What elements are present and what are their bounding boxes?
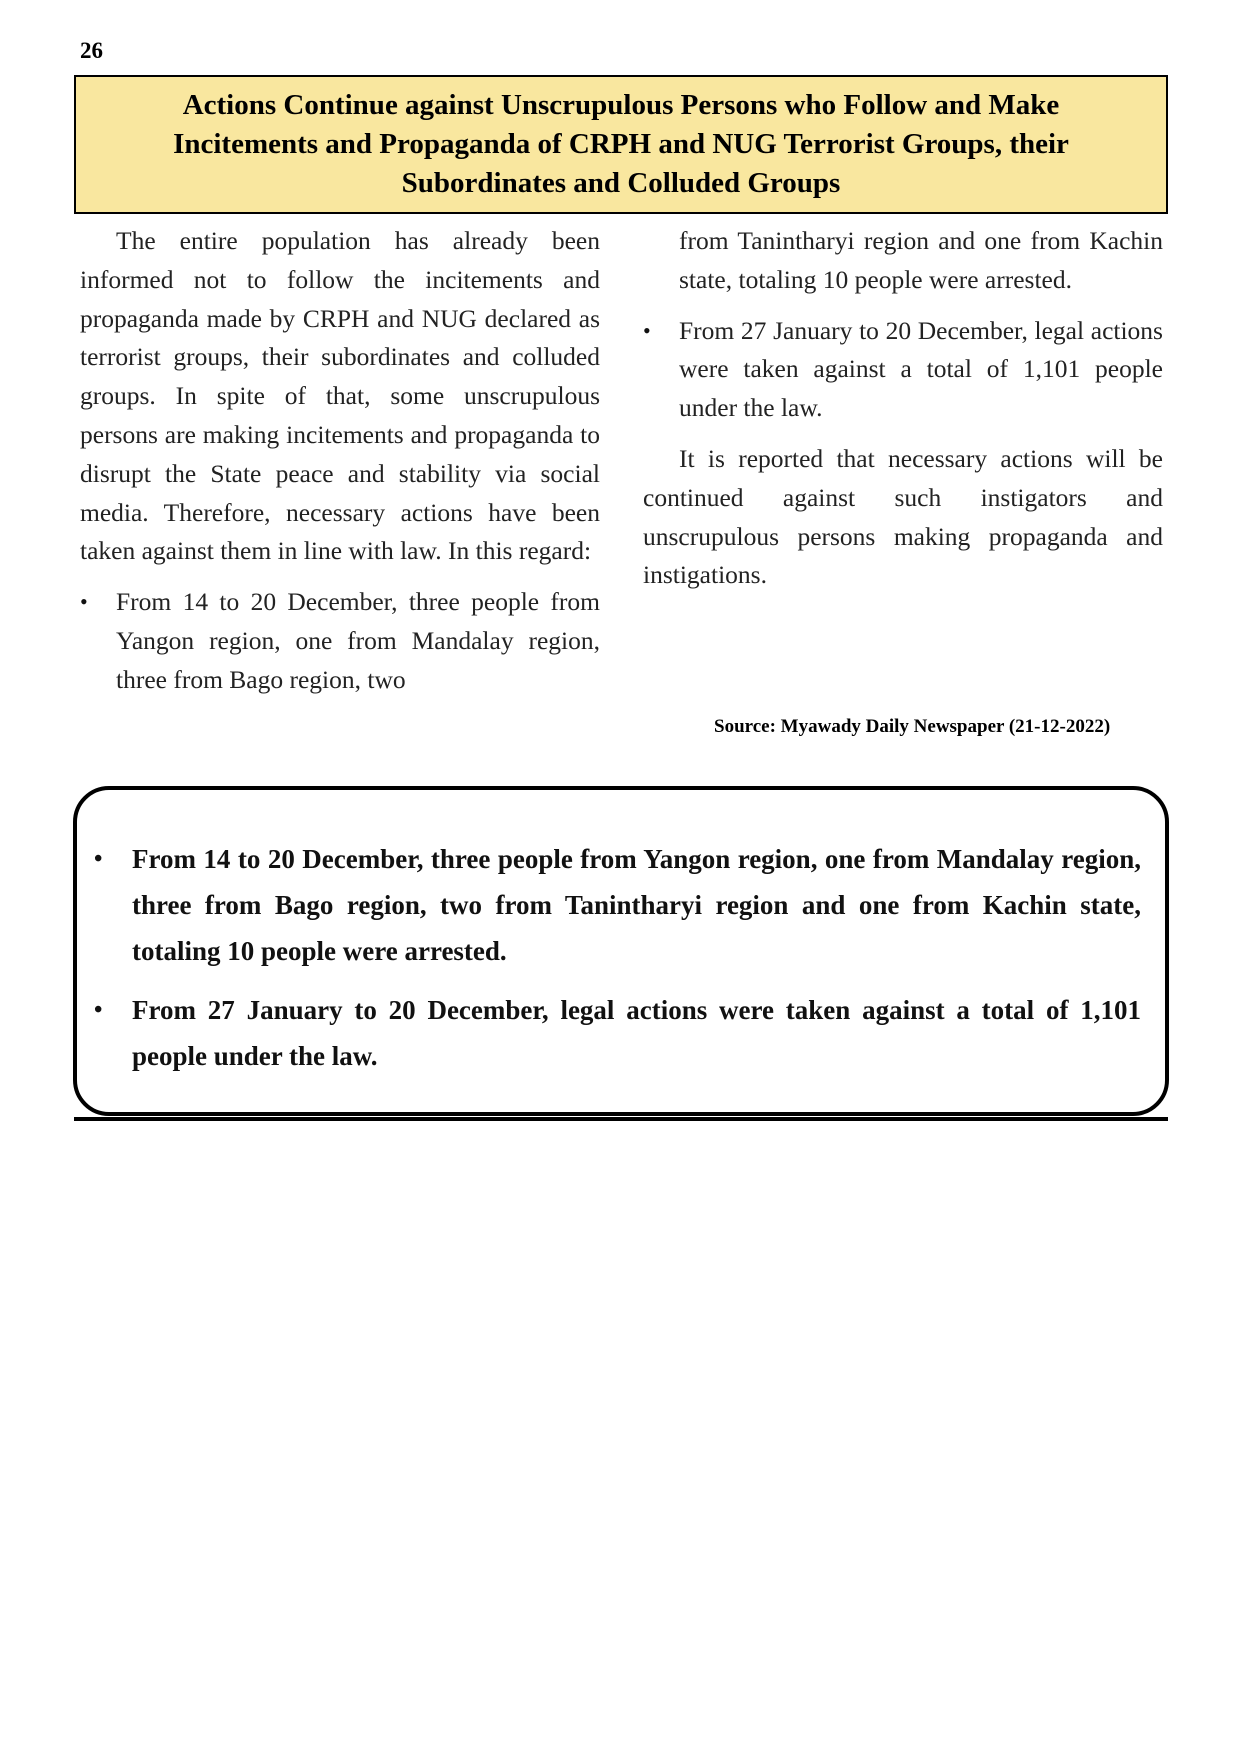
intro-paragraph: The entire population has already been informed not to follow the incitements and propaganda made by CRPH and NUG declared as terrorist groups, their subordinates and colluded groups. In spite of that, some unscrupulous persons are making incitements and propaganda to disrupt the State peace and stability via social media. Therefore, necessary actions have been taken against them in line with law. In this regard: [80, 226, 600, 566]
article-column-right [643, 222, 1163, 607]
list-item: • From 14 to 20 December, three people from Yangon region, one from Mandalay region, three from Bago region, two [116, 583, 600, 699]
list-item-continuation: from Tanintharyi region and one from Kachin state, totaling 10 people were arrested. [679, 226, 1163, 294]
bullet-list-right [643, 312, 1163, 428]
summary-box [73, 786, 1169, 1116]
bullet-list-left [80, 583, 600, 699]
summary-list [132, 836, 1141, 1079]
closing-paragraph: It is reported that necessary actions will be continued against such instigators and unscrupulous persons making propaganda and instigations. [643, 443, 1163, 590]
title-banner [74, 75, 1168, 214]
article-title: Actions Continue against Unscrupulous Persons who Follow and Make Incitements and Propaganda of CRPH and NUG Terrorist Groups, their Subordinates and Colluded Groups [173, 89, 1069, 199]
bottom-divider [74, 1117, 1168, 1121]
list-item: • From 27 January to 20 December, legal actions were taken against a total of 1,101 people under the law. [679, 312, 1163, 428]
summary-item: • From 27 January to 20 December, legal actions were taken against a total of 1,101 people under the law. [132, 987, 1141, 1079]
source-citation: Source: Myawady Daily Newspaper (21-12-2022) [714, 716, 1111, 737]
article-column-left [80, 222, 600, 712]
summary-item: • From 14 to 20 December, three people from Yangon region, one from Mandalay region, three from Bago region, two from Tanintharyi region and one from Kachin state, totaling 10 people were arrested. [132, 836, 1141, 974]
page-number: 26 [80, 38, 103, 63]
